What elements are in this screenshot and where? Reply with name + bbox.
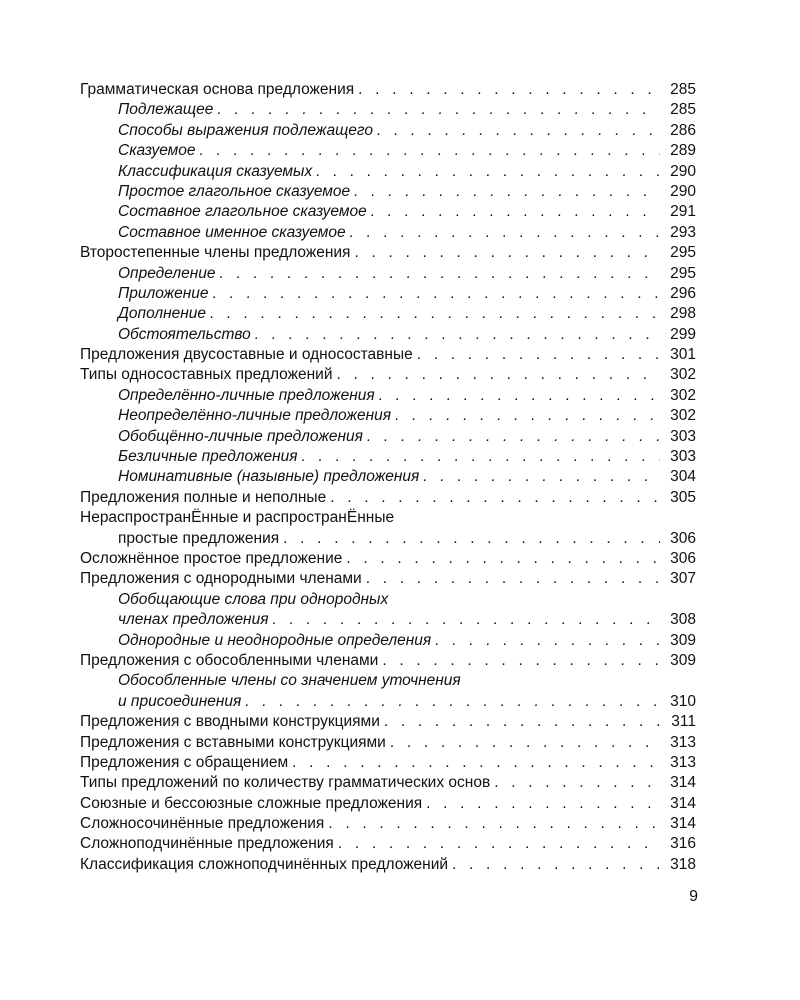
toc-entry-row — [80, 692, 696, 712]
dot-leader — [452, 855, 660, 875]
toc-entry-page: 285 — [670, 81, 696, 98]
toc-entry-page: 314 — [670, 815, 696, 833]
toc-entry-row — [80, 345, 696, 365]
toc-entry-title: Союзные и бессоюзные сложные предложения — [80, 794, 426, 814]
toc-entry-title: Номинативные (назывные) предложения — [118, 467, 423, 487]
dot-leader — [371, 202, 660, 222]
toc-entry-title: Предложения с вводными конструкциями — [80, 712, 384, 732]
toc-entry-row — [80, 733, 696, 753]
toc-entry-row — [80, 243, 696, 263]
toc-entry-row — [80, 100, 696, 120]
toc-entry-row — [80, 80, 696, 100]
toc-entry-page: 295 — [670, 244, 696, 262]
toc-entry-row — [80, 386, 696, 406]
toc-entry — [80, 121, 696, 141]
toc-entry-row — [80, 529, 696, 549]
toc-entry-page: 307 — [670, 570, 696, 588]
toc-entry — [80, 773, 696, 793]
dot-leader — [395, 406, 660, 426]
dot-leader — [366, 569, 660, 589]
toc-entry-row — [80, 447, 696, 467]
dot-leader — [219, 264, 660, 284]
dot-leader — [384, 712, 660, 732]
toc-entry — [80, 202, 696, 222]
toc-entry-page: 298 — [670, 305, 696, 323]
toc-entry — [80, 284, 696, 304]
dot-leader — [350, 223, 660, 243]
toc-entry-page: 310 — [670, 692, 696, 710]
toc-entry — [80, 223, 696, 243]
toc-entry — [80, 427, 696, 447]
toc-entry-page: 309 — [670, 651, 696, 669]
dot-leader — [273, 610, 661, 630]
toc-entry — [80, 365, 696, 385]
toc-entry-page: 314 — [670, 774, 696, 792]
toc-entry-title: Предложения с обособленными членами — [80, 651, 382, 671]
toc-entry — [80, 386, 696, 406]
toc-entry-title: Предложения с обращением — [80, 753, 292, 773]
toc-entry — [80, 794, 696, 814]
toc-entry — [80, 834, 696, 854]
toc-entry-title: Предложения с однородными членами — [80, 569, 366, 589]
toc-entry-page: 313 — [670, 733, 696, 751]
toc-entry — [80, 549, 696, 569]
dot-leader — [346, 549, 660, 569]
dot-leader — [417, 345, 660, 365]
dot-leader — [423, 467, 660, 487]
toc-entry-page: 290 — [670, 182, 696, 200]
dot-leader — [354, 243, 660, 263]
toc-entry-title: Определение — [118, 264, 219, 284]
toc-entry-page: 290 — [670, 162, 696, 180]
toc-entry — [80, 100, 696, 120]
toc-entry-row — [80, 610, 696, 630]
toc-entry-page: 306 — [670, 529, 696, 547]
toc-entry-title: Типы предложений по количеству грамматических основ — [80, 773, 494, 793]
toc-entry — [80, 488, 696, 508]
toc-entry-page: 295 — [670, 264, 696, 282]
toc-entry — [80, 141, 696, 161]
toc-entry-page: 311 — [671, 713, 696, 731]
toc-entry-row — [80, 794, 696, 814]
toc-entry-row — [80, 488, 696, 508]
toc-entry-page: 313 — [670, 753, 696, 771]
toc-entry-row — [80, 834, 696, 854]
dot-leader — [379, 386, 660, 406]
toc-entry — [80, 631, 696, 651]
toc-entry — [80, 712, 696, 732]
dot-leader — [338, 834, 660, 854]
toc-entry-title: и присоединения — [118, 692, 245, 712]
toc-entry-page: 296 — [670, 284, 696, 302]
toc-entry-page: 286 — [670, 121, 696, 139]
dot-leader — [302, 447, 660, 467]
toc-entry-title: Осложнённое простое предложение — [80, 549, 346, 569]
dot-leader — [255, 325, 660, 345]
dot-leader — [377, 121, 660, 141]
toc-entry-title: Дополнение — [118, 304, 210, 324]
dot-leader — [200, 141, 660, 161]
toc-entry-title: Сложноподчинённые предложения — [80, 834, 338, 854]
toc-entry-row — [80, 162, 696, 182]
toc-entry-page: 304 — [670, 468, 696, 486]
toc-entry-page: 302 — [670, 386, 696, 404]
dot-leader — [210, 304, 660, 324]
toc-entry-title: членах предложения — [118, 610, 273, 630]
dot-leader — [328, 814, 660, 834]
toc-entry-title: простые предложения — [118, 529, 283, 549]
toc-entry-title: Сложносочинённые предложения — [80, 814, 328, 834]
toc-entry-page: 316 — [670, 835, 696, 853]
toc-entry-page: 302 — [670, 407, 696, 425]
dot-leader — [292, 753, 660, 773]
toc-entry-title: Составное именное сказуемое — [118, 223, 350, 243]
toc-entry-title: Предложения полные и неполные — [80, 488, 330, 508]
toc-entry-title: Определённо-личные предложения — [118, 386, 379, 406]
toc-entry-row — [80, 365, 696, 385]
toc-entry-row — [80, 121, 696, 141]
toc-entry — [80, 80, 696, 100]
dot-leader — [330, 488, 660, 508]
toc-entry — [80, 671, 696, 712]
toc-entry — [80, 733, 696, 753]
toc-entry-page: 291 — [670, 203, 696, 221]
toc-entry-title: Грамматическая основа предложения — [80, 80, 358, 100]
toc-entry — [80, 855, 696, 875]
dot-leader — [354, 182, 660, 202]
toc-entry-row — [80, 855, 696, 875]
toc-entry-page: 303 — [670, 427, 696, 445]
toc-entry-page: 306 — [670, 549, 696, 567]
toc-entry-page: 305 — [670, 488, 696, 506]
toc-entry-title-line1: Обобщающие слова при однородных — [118, 590, 389, 608]
toc-entry — [80, 162, 696, 182]
toc-entry — [80, 325, 696, 345]
toc-entry-row — [80, 631, 696, 651]
toc-entry — [80, 264, 696, 284]
dot-leader — [245, 692, 660, 712]
dot-leader — [435, 631, 660, 651]
toc-entry — [80, 508, 696, 549]
toc-entry-title-line1: Обособленные члены со значением уточнения — [118, 672, 461, 690]
toc-entry-title: Простое глагольное сказуемое — [118, 182, 354, 202]
toc-entry-row — [80, 264, 696, 284]
toc-entry-title: Обобщённо-личные предложения — [118, 427, 367, 447]
dot-leader — [382, 651, 660, 671]
toc-entry — [80, 590, 696, 631]
toc-entry-page: 308 — [670, 611, 696, 629]
toc-entry — [80, 753, 696, 773]
toc-entry-row — [80, 569, 696, 589]
dot-leader — [494, 773, 660, 793]
dot-leader — [283, 529, 660, 549]
toc-entry-title: Подлежащее — [118, 100, 217, 120]
toc-entry — [80, 406, 696, 426]
toc-entry-title: Приложение — [118, 284, 213, 304]
toc-entry-page: 301 — [670, 346, 696, 364]
dot-leader — [426, 794, 660, 814]
toc-entry-row — [80, 325, 696, 345]
toc-entry-title: Типы односоставных предложений — [80, 365, 337, 385]
toc-entry-row — [80, 202, 696, 222]
toc-entry-row — [80, 304, 696, 324]
toc-entry-title-line1: НераспространЁнные и распространЁнные — [80, 509, 395, 527]
dot-leader — [316, 162, 660, 182]
toc-entry-title: Предложения двусоставные и односоставные — [80, 345, 417, 365]
toc-entry-row — [80, 284, 696, 304]
toc-entry-row — [80, 467, 696, 487]
toc-entry-row — [80, 182, 696, 202]
toc-entry — [80, 467, 696, 487]
toc-entry — [80, 569, 696, 589]
toc-entry-page: 302 — [670, 366, 696, 384]
toc-entry-title: Второстепенные члены предложения — [80, 243, 354, 263]
toc-entry-page: 314 — [670, 794, 696, 812]
toc-entry-page: 299 — [670, 325, 696, 343]
table-of-contents — [80, 80, 696, 875]
dot-leader — [358, 80, 660, 100]
toc-entry-title: Безличные предложения — [118, 447, 302, 467]
toc-entry — [80, 345, 696, 365]
dot-leader — [337, 365, 661, 385]
toc-entry-row — [80, 141, 696, 161]
toc-entry-row — [80, 223, 696, 243]
toc-entry-title: Обстоятельство — [118, 325, 255, 345]
toc-entry-page: 293 — [670, 223, 696, 241]
toc-entry-title: Предложения с вставными конструкциями — [80, 733, 390, 753]
toc-entry — [80, 182, 696, 202]
dot-leader — [390, 733, 660, 753]
toc-entry-title: Составное глагольное сказуемое — [118, 202, 371, 222]
toc-entry-page: 289 — [670, 142, 696, 160]
toc-entry-row — [80, 651, 696, 671]
toc-entry-row — [80, 427, 696, 447]
dot-leader — [217, 100, 660, 120]
toc-entry-page: 285 — [670, 101, 696, 119]
toc-entry-title: Сказуемое — [118, 141, 200, 161]
toc-entry — [80, 651, 696, 671]
toc-entry-title: Классификация сказуемых — [118, 162, 316, 182]
toc-entry-row — [80, 406, 696, 426]
toc-entry — [80, 447, 696, 467]
toc-entry-title: Однородные и неоднородные определения — [118, 631, 435, 651]
toc-entry-page: 318 — [670, 855, 696, 873]
toc-entry-title: Способы выражения подлежащего — [118, 121, 377, 141]
toc-entry-title: Неопределённо-личные предложения — [118, 406, 395, 426]
toc-entry-row — [80, 814, 696, 834]
toc-entry-row — [80, 549, 696, 569]
toc-entry-page: 309 — [670, 631, 696, 649]
dot-leader — [213, 284, 660, 304]
toc-entry — [80, 814, 696, 834]
toc-entry-row — [80, 773, 696, 793]
toc-entry-page: 303 — [670, 448, 696, 466]
toc-entry — [80, 304, 696, 324]
toc-entry-row — [80, 753, 696, 773]
page-number: 9 — [689, 888, 698, 905]
toc-entry-title: Классификация сложноподчинённых предложений — [80, 855, 452, 875]
toc-entry — [80, 243, 696, 263]
toc-entry-row — [80, 712, 696, 732]
dot-leader — [367, 427, 660, 447]
